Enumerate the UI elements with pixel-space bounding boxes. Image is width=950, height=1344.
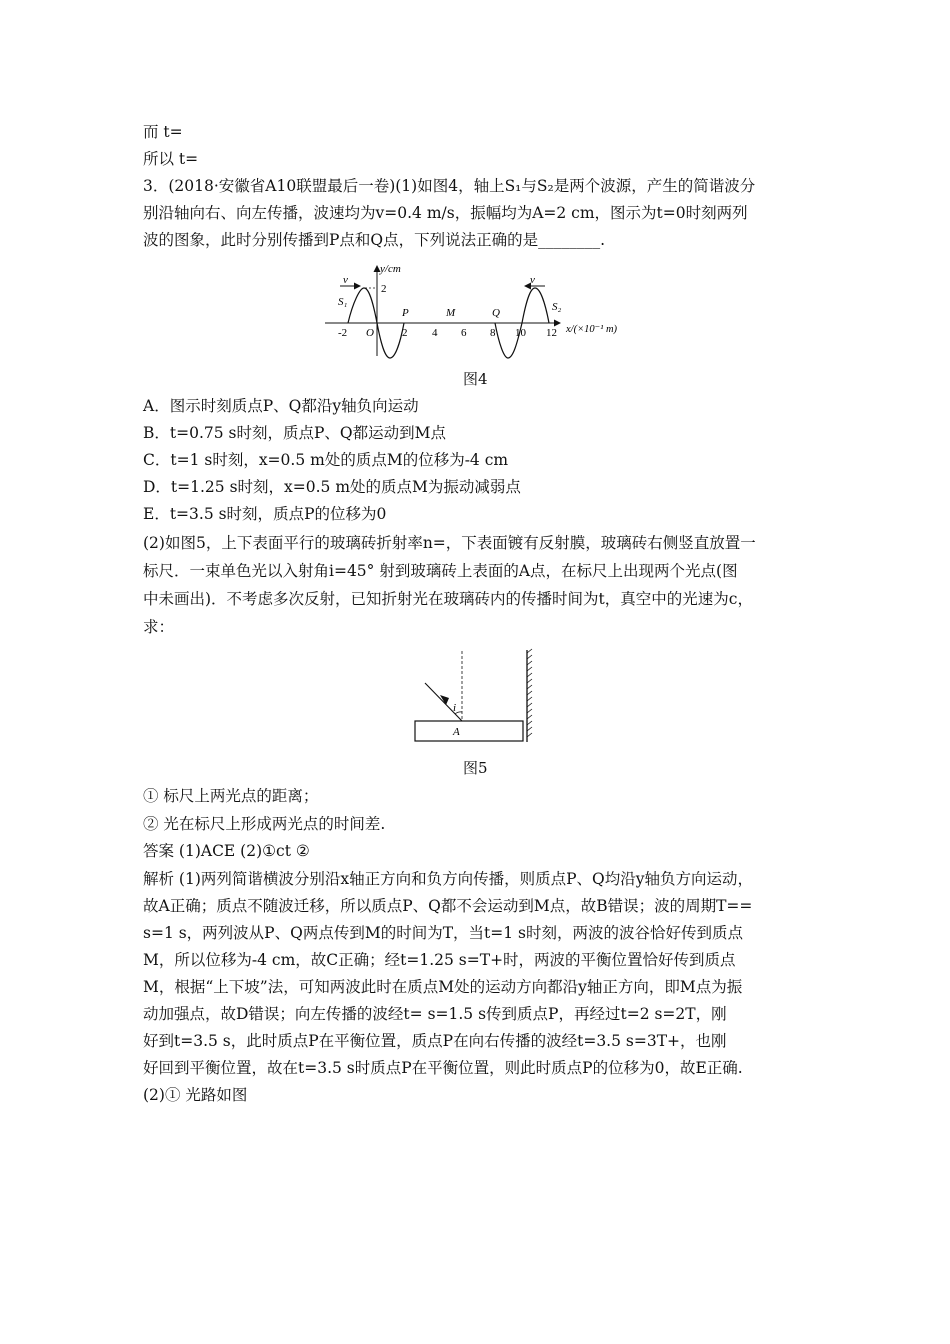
explanation-line: M，所以位移为-4 cm，故C正确；经t=1.25 s=T+时，两波的平衡位置恰好传到质点: [143, 951, 736, 969]
text-line: 而 t=: [143, 123, 183, 141]
figure-4-caption: 图4: [463, 370, 488, 388]
point-q-label: Q: [492, 307, 500, 319]
y-tick-label: 2: [381, 283, 387, 295]
x-tick-label: 12: [546, 327, 557, 339]
option-e: E．t=3.5 s时刻，质点P的位移为0: [143, 505, 387, 523]
x-tick-label: 8: [490, 327, 496, 339]
x-tick-label: 10: [515, 327, 526, 339]
x-tick-label: O: [366, 327, 374, 339]
answer-line: 答案 (1)ACE (2)①ct ②: [143, 842, 310, 860]
part-2-line: 求：: [143, 618, 175, 636]
explanation-line: 故A正确；质点不随波迁移，所以质点P、Q都不会运动到M点，故B错误；波的周期T==: [143, 897, 753, 915]
x-tick-label: -2: [338, 327, 348, 339]
option-a: A．图示时刻质点P、Q都沿y轴负向运动: [143, 397, 419, 415]
question-3-line: 波的图象，此时分别传播到P点和Q点，下列说法正确的是________.: [143, 231, 606, 249]
explanation-line: 动加强点，故D错误；向左传播的波经t= s=1.5 s传到质点P，再经过t=2 s=2T，刚: [143, 1005, 727, 1023]
sub-question-2: ② 光在标尺上形成两光点的时间差.: [143, 815, 386, 833]
explanation-line: s=1 s，两列波从P、Q两点传到M的时间为T，当t=1 s时刻，两波的波谷恰好传到质点: [143, 924, 743, 942]
x-tick-label: 4: [432, 327, 438, 339]
part-2-line: 标尺．一束单色光以入射角i=45° 射到玻璃砖上表面的A点，在标尺上出现两个光点(图: [143, 562, 738, 580]
option-d: D．t=1.25 s时刻，x=0.5 m处的质点M为振动减弱点: [143, 478, 521, 496]
explanation-line: M，根据“上下坡”法，可知两波此时在质点M处的运动方向都沿y轴正方向，即M点为振: [143, 978, 743, 996]
y-axis-label: y/cm: [380, 263, 401, 275]
source-s2-label: S₂: [552, 301, 562, 313]
option-c: C．t=1 s时刻，x=0.5 m处的质点M的位移为-4 cm: [143, 451, 509, 469]
question-3-line: 别沿轴向右、向左传播，波速均为v=0.4 m/s，振幅均为A=2 cm，图示为t=0时刻两列: [143, 204, 748, 222]
part-2-line: (2)如图5，上下表面平行的玻璃砖折射率n=，下表面镀有反射膜，玻璃砖右侧竖直放置一: [143, 534, 756, 552]
text-line: 所以 t=: [143, 150, 199, 168]
explanation-line: 好到t=3.5 s，此时质点P在平衡位置，质点P在向右传播的波经t=3.5 s=3T+，也刚: [143, 1032, 727, 1050]
question-3-line: 3．(2018·安徽省A10联盟最后一卷)(1)如图4，轴上S₁与S₂是两个波源，产生的简谐波分: [143, 177, 756, 195]
x-axis-label: x/(×10⁻¹ m): [566, 324, 618, 335]
explanation-line: (2)① 光路如图: [143, 1086, 248, 1104]
glass-brick: [415, 721, 523, 741]
sub-question-1: ① 标尺上两光点的距离；: [143, 787, 319, 805]
incident-ray: [425, 683, 462, 721]
x-tick-label: 6: [461, 327, 467, 339]
source-s1-label: S₁: [338, 296, 348, 308]
figure-4-wave-diagram: [320, 258, 640, 363]
point-p-label: P: [402, 307, 409, 319]
velocity-label: v: [343, 274, 348, 286]
point-a-label: A: [453, 726, 460, 738]
option-b: B．t=0.75 s时刻，质点P、Q都运动到M点: [143, 424, 447, 442]
point-m-label: M: [446, 307, 456, 319]
figure-5-glass-brick-diagram: [410, 645, 550, 745]
explanation-line: 解析 (1)两列简谐横波分别沿x轴正方向和负方向传播，则质点P、Q均沿y轴负方向运动，: [143, 870, 754, 888]
figure-5-caption: 图5: [463, 759, 488, 777]
angle-label: i: [453, 702, 457, 714]
explanation-line: 好回到平衡位置，故在t=3.5 s时质点P在平衡位置，则此时质点P的位移为0，故E正确.: [143, 1059, 743, 1077]
velocity-label: v: [530, 274, 535, 286]
part-2-line: 中未画出)．不考虑多次反射，已知折射光在玻璃砖内的传播时间为t，真空中的光速为c，: [143, 590, 753, 608]
x-tick-label: 2: [402, 327, 408, 339]
